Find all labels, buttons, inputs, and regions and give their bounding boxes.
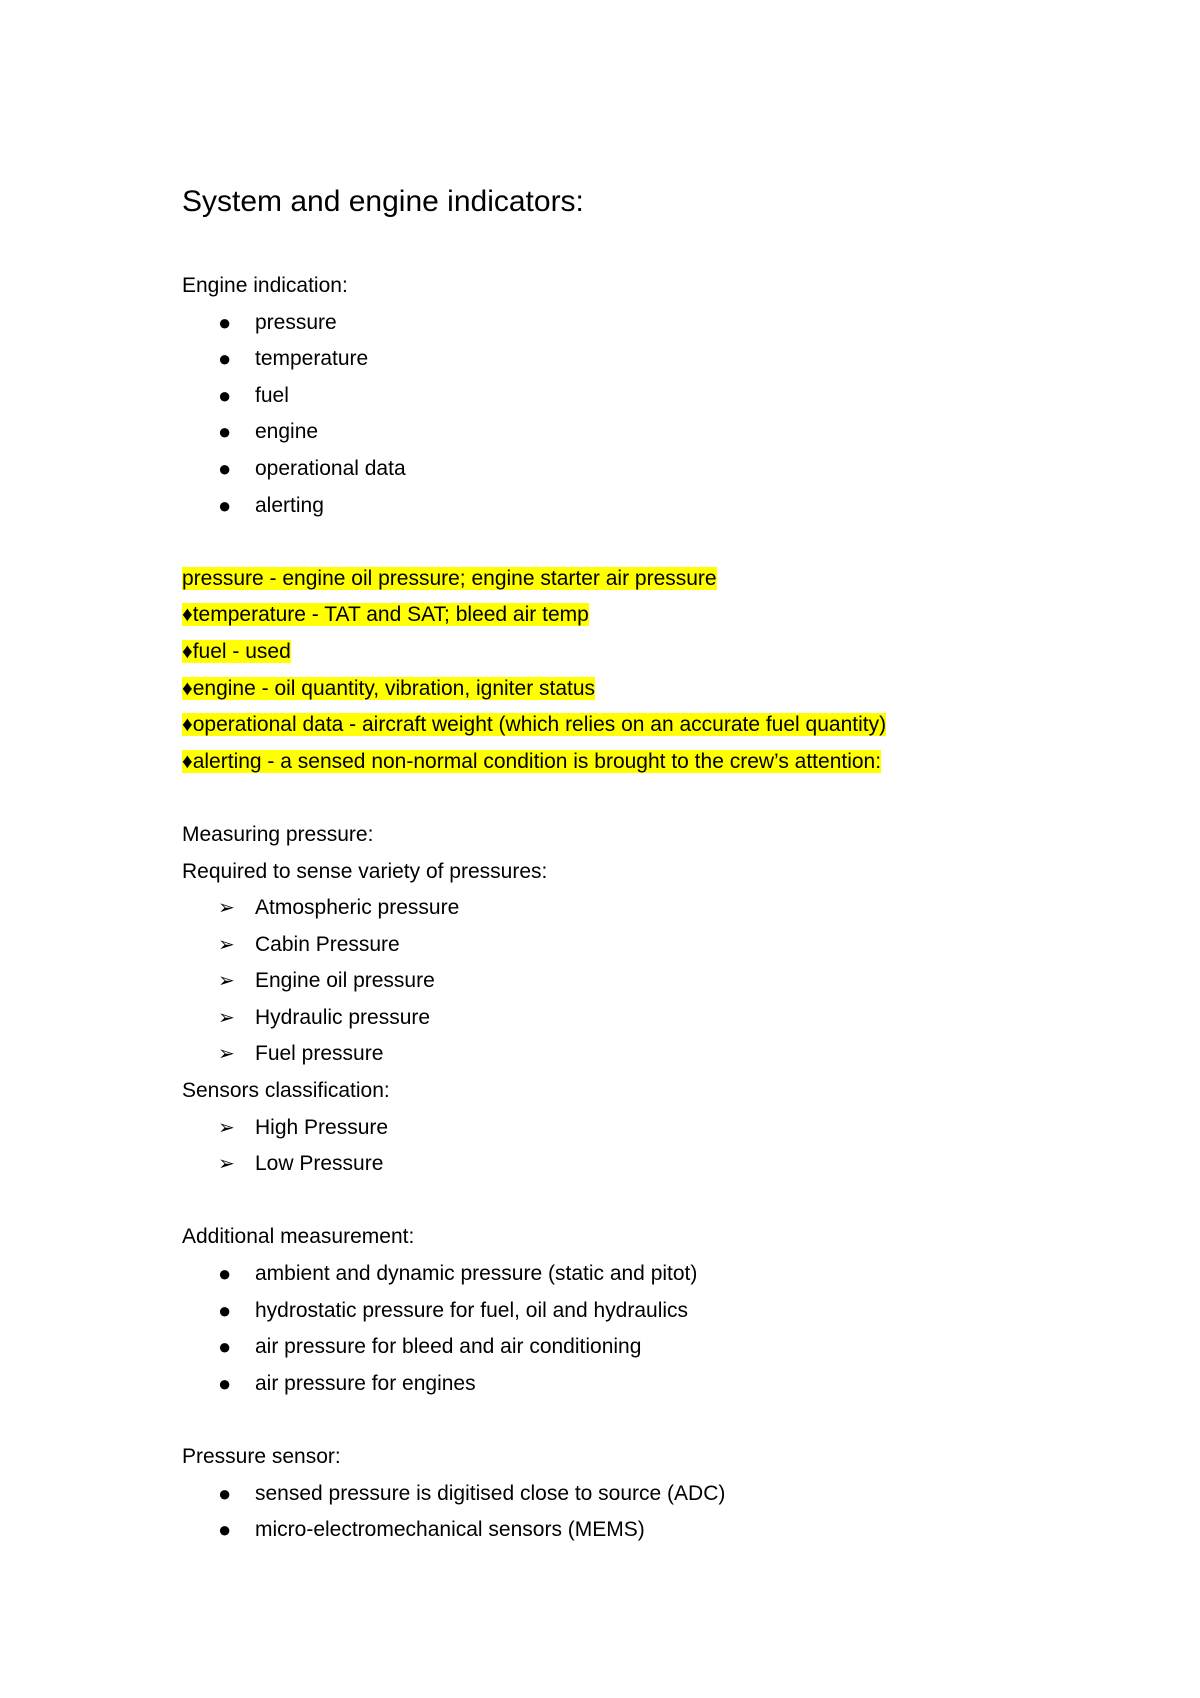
spacer: [182, 780, 1140, 817]
list-item: ● hydrostatic pressure for fuel, oil and hydraulics: [182, 1293, 1140, 1330]
list-item: ➢ Atmospheric pressure: [182, 890, 1140, 927]
spacer: [182, 524, 1140, 561]
bullet-icon: ●: [218, 346, 232, 372]
arrow-bullet-icon: ➢: [218, 1043, 235, 1066]
additional-measurement-heading: Additional measurement:: [182, 1225, 415, 1249]
bullet-icon: ●: [218, 455, 232, 481]
highlighted-line: ♦fuel - used: [182, 639, 291, 663]
list-item: ● pressure: [182, 305, 1140, 342]
arrow-bullet-icon: ➢: [218, 933, 235, 956]
bullet-icon: ●: [218, 1297, 232, 1323]
list-item: ➢ High Pressure: [182, 1110, 1140, 1147]
list-item: ● sensed pressure is digitised close to source (ADC): [182, 1476, 1140, 1513]
arrow-bullet-icon: ➢: [218, 1153, 235, 1176]
pressure-sensor-heading: Pressure sensor:: [182, 1445, 341, 1468]
list-item: ➢ Fuel pressure: [182, 1036, 1140, 1073]
pressure-types-list: [182, 890, 1140, 1073]
pressure-sensor-list: [182, 1476, 1140, 1549]
measuring-pressure-subheading: Required to sense variety of pressures:: [182, 859, 548, 883]
arrow-bullet-icon: ➢: [218, 1006, 235, 1029]
arrow-bullet-icon: ➢: [218, 897, 235, 920]
list-item: ● ambient and dynamic pressure (static and pitot): [182, 1256, 1140, 1293]
bullet-icon: ●: [218, 1334, 232, 1360]
bullet-icon: ●: [218, 1517, 232, 1543]
list-item: ● alerting: [182, 488, 1140, 525]
list-item: ➢ Engine oil pressure: [182, 963, 1140, 1000]
document-body: [182, 178, 1140, 1549]
bullet-icon: ●: [218, 1370, 232, 1396]
arrow-bullet-icon: ➢: [218, 1116, 235, 1139]
bullet-icon: ●: [218, 382, 232, 408]
sensors-classification-heading: Sensors classification:: [182, 1079, 390, 1103]
highlighted-line: ♦engine - oil quantity, vibration, igniter status: [182, 676, 596, 700]
arrow-bullet-icon: ➢: [218, 970, 235, 993]
highlighted-line: ♦operational data - aircraft weight (which relies on an accurate fuel quantity): [182, 713, 887, 737]
list-item: ● micro-electromechanical sensors (MEMS): [182, 1512, 1140, 1549]
bullet-icon: ●: [218, 419, 232, 445]
highlighted-line: pressure - engine oil pressure; engine starter air pressure: [182, 566, 717, 590]
measuring-pressure-heading: Measuring pressure:: [182, 822, 374, 846]
list-item: ➢ Hydraulic pressure: [182, 1000, 1140, 1037]
bullet-icon: ●: [218, 309, 232, 335]
engine-indication-list: [182, 305, 1140, 525]
additional-measurement-list: [182, 1256, 1140, 1402]
list-item: ● air pressure for bleed and air conditioning: [182, 1329, 1140, 1366]
bullet-icon: ●: [218, 1480, 232, 1506]
list-item: ● engine: [182, 414, 1140, 451]
highlighted-line: ♦temperature - TAT and SAT; bleed air temp: [182, 603, 589, 627]
bullet-icon: ●: [218, 1261, 232, 1287]
list-item: ➢ Low Pressure: [182, 1146, 1140, 1183]
list-item: ● operational data: [182, 451, 1140, 488]
list-item: ● temperature: [182, 341, 1140, 378]
list-item: ➢ Cabin Pressure: [182, 927, 1140, 964]
page-title: System and engine indicators:: [182, 185, 584, 218]
spacer: [182, 1183, 1140, 1220]
list-item: ● air pressure for engines: [182, 1366, 1140, 1403]
engine-indication-heading: Engine indication:: [182, 274, 348, 297]
spacer: [182, 1402, 1140, 1439]
sensors-classification-list: [182, 1110, 1140, 1183]
bullet-icon: ●: [218, 492, 232, 518]
list-item: ● fuel: [182, 378, 1140, 415]
highlighted-line: ♦alerting - a sensed non-normal condition is brought to the crew’s attention:: [182, 749, 882, 773]
